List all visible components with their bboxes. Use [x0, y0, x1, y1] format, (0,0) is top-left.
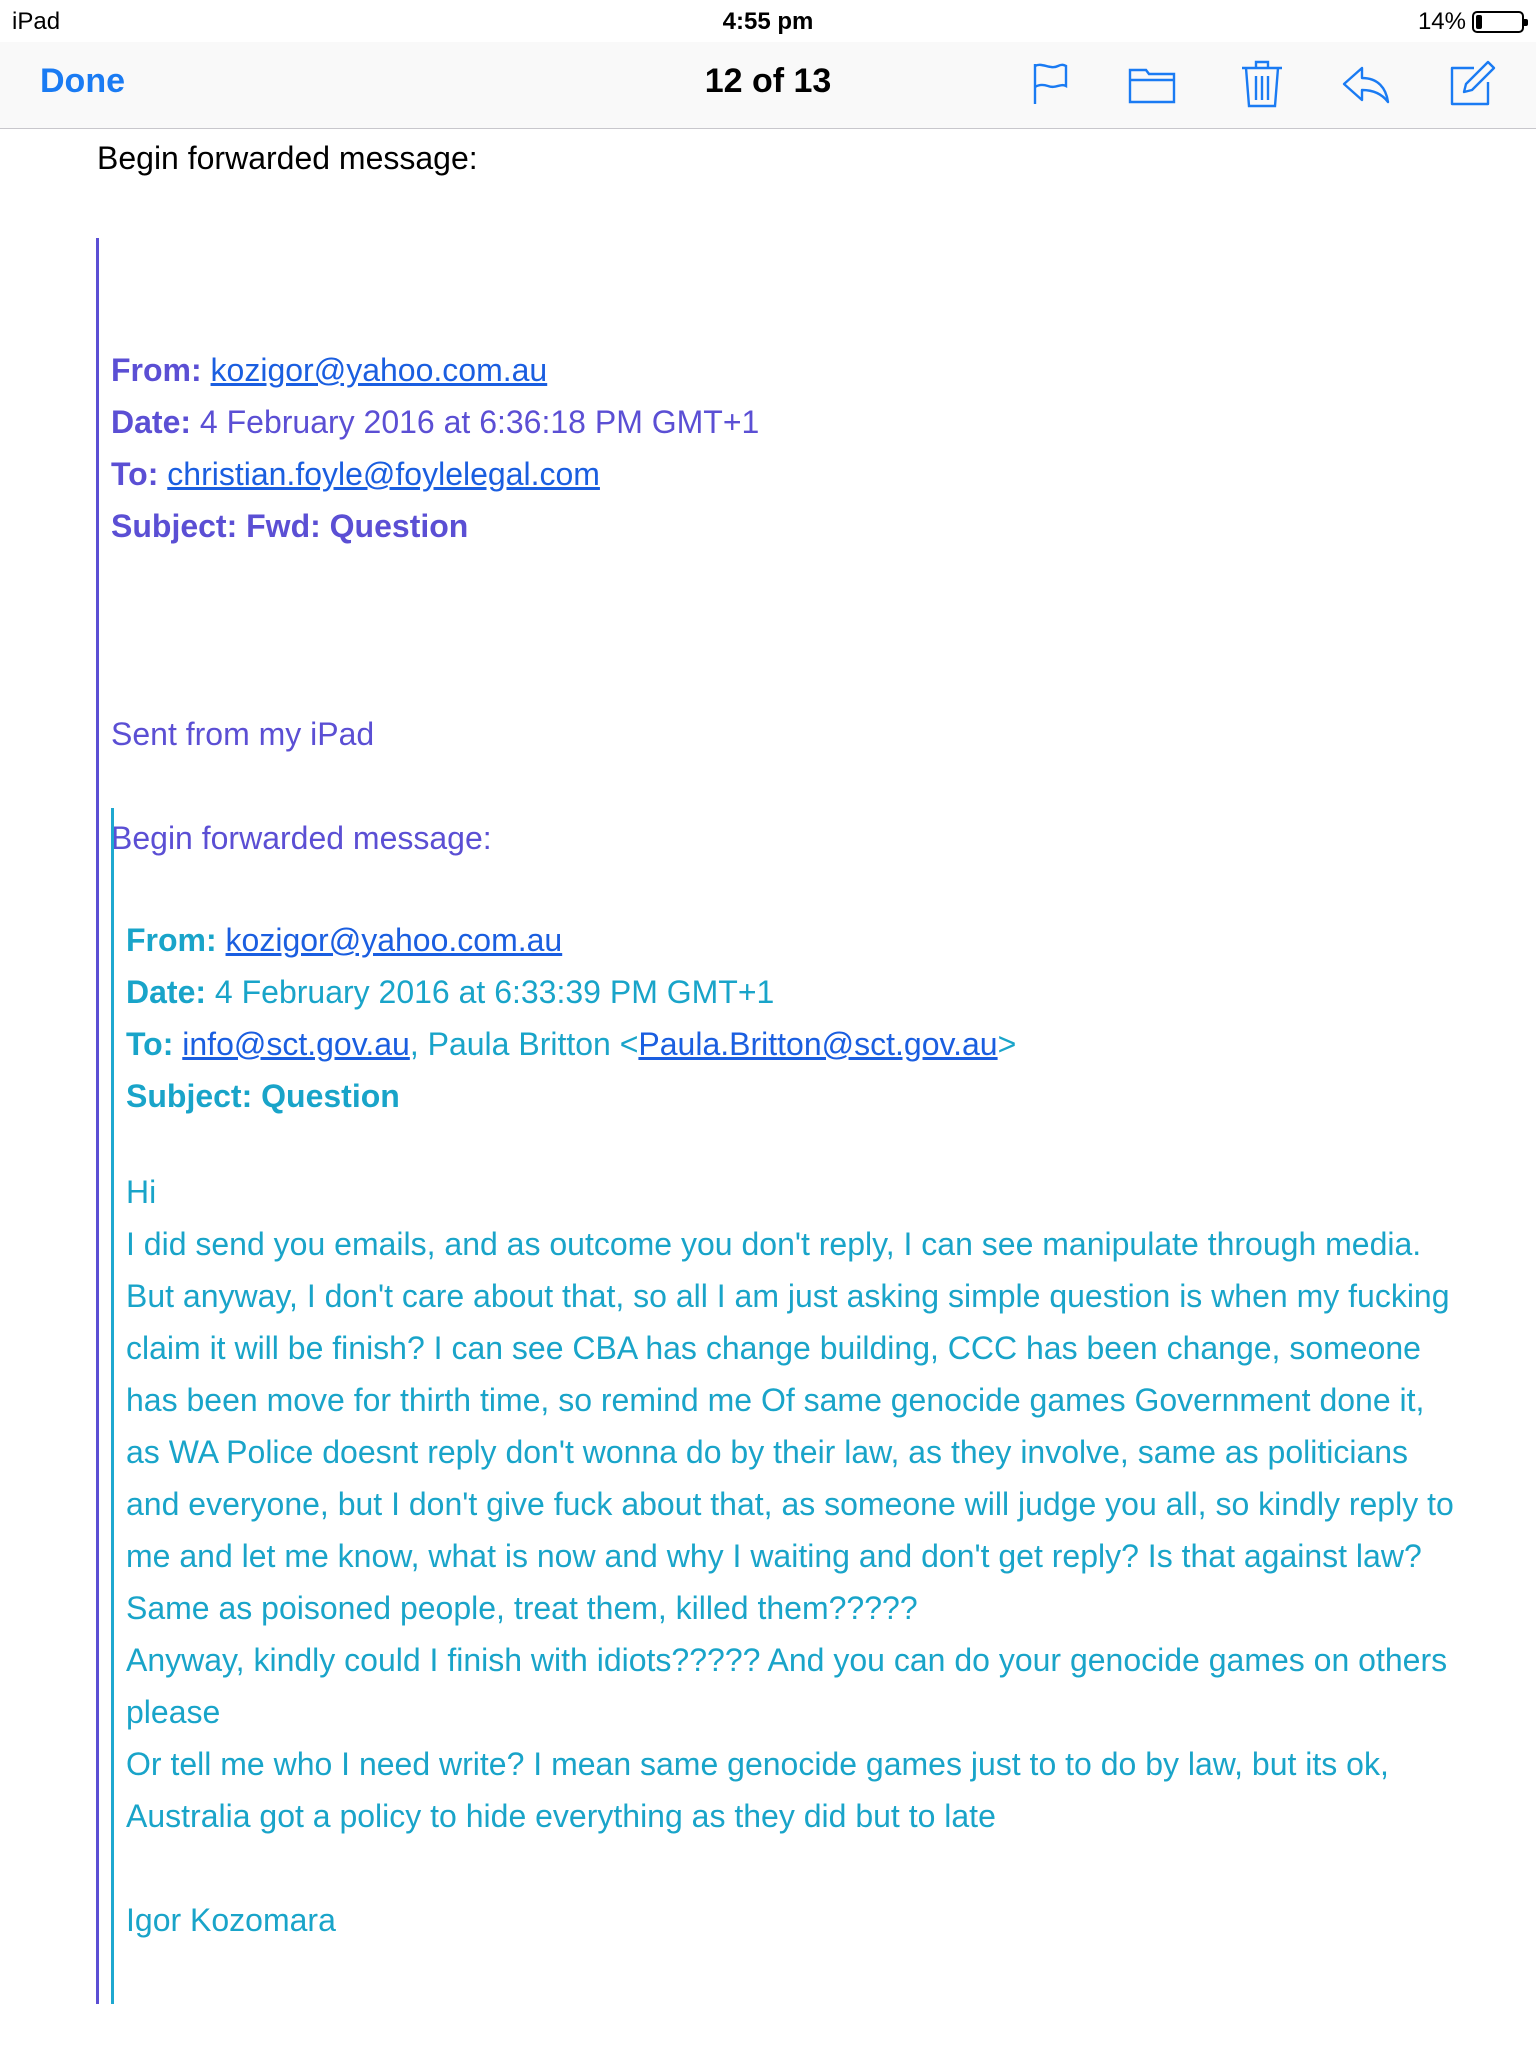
folder-icon[interactable]: [1124, 56, 1180, 112]
signature-name: Igor Kozomara: [126, 1902, 336, 1938]
to-label: To:: [111, 456, 159, 492]
date-label: Date:: [126, 974, 207, 1010]
to-label: To:: [126, 1026, 174, 1062]
date-label: Date:: [111, 404, 192, 440]
trash-icon[interactable]: [1234, 56, 1290, 112]
device-name: iPad: [12, 8, 61, 35]
subject-line: [126, 1078, 400, 1115]
subject-line: [111, 508, 468, 545]
date-value: 4 February 2016 at 6:33:39 PM GMT+1: [214, 974, 775, 1010]
to-email-link[interactable]: info@sct.gov.au: [182, 1026, 410, 1062]
status-bar: [0, 0, 1536, 42]
quoted-message-level-2: [111, 808, 1474, 2004]
to-line: [111, 456, 600, 493]
from-line: [111, 352, 547, 389]
to-line: [126, 1026, 1016, 1063]
mail-toolbar: [0, 42, 1536, 129]
clock: 4:55 pm: [722, 8, 814, 35]
message-counter: 12 of 13: [704, 62, 832, 100]
reply-icon[interactable]: [1338, 56, 1394, 112]
to-recipient-name: , Paula Britton <: [409, 1026, 639, 1062]
body-line: [126, 1842, 1456, 1894]
from-email-link[interactable]: kozigor@yahoo.com.au: [225, 922, 563, 958]
to-close-bracket: >: [997, 1026, 1017, 1062]
subject-text: Subject: Question: [126, 1078, 400, 1114]
date-value: 4 February 2016 at 6:36:18 PM GMT+1: [199, 404, 760, 440]
signature-sent-from: Sent from my iPad: [111, 716, 375, 752]
flag-icon[interactable]: [1022, 56, 1078, 112]
battery-percent: 14%: [1417, 8, 1466, 35]
done-button[interactable]: Done: [40, 62, 125, 100]
nested-forward-intro: Begin forwarded message:: [111, 820, 492, 856]
from-email-link[interactable]: kozigor@yahoo.com.au: [210, 352, 548, 388]
quoted-message-level-1: [96, 238, 1479, 2004]
date-line: [126, 974, 774, 1011]
date-line: [111, 404, 759, 441]
from-label: From:: [111, 352, 202, 388]
battery-icon: [1472, 11, 1524, 33]
compose-icon[interactable]: [1444, 56, 1500, 112]
battery-indicator: [1418, 8, 1524, 36]
to-email-link-2[interactable]: Paula.Britton@sct.gov.au: [638, 1026, 998, 1062]
from-label: From:: [126, 922, 217, 958]
from-line: [126, 922, 562, 959]
body-line: Or tell me who I need write? I mean same genocide games just to to do by law, but its ok, Australia got a policy to hide everything as they did but to late: [126, 1746, 1389, 1834]
body-line: Hi: [126, 1174, 157, 1210]
to-email-link[interactable]: christian.foyle@foylelegal.com: [167, 456, 600, 492]
body-line: But anyway, I don't care about that, so all I am just asking simple question is when my fucking claim it will be finish? I can see CBA has change building, CCC has been change, someone has been move for thirth time, so remind me Of same genocide games Government done it, as WA Police doesnt reply don't wonna do by their law, as they involve, same as politicians and everyone, but I don't give fuck about that, as someone will judge you all, so kindly reply to me and let me know, what is now and why I waiting and don't get reply? Is that against law? Same as poisoned people, treat them, killed them?????: [126, 1278, 1454, 1626]
forward-intro: Begin forwarded message:: [97, 140, 478, 176]
body-line: Anyway, kindly could I finish with idiots????? And you can do your genocide games on others please: [126, 1642, 1448, 1730]
body-line: I did send you emails, and as outcome you don't reply, I can see manipulate through media.: [126, 1226, 1422, 1262]
email-body-text: [126, 1114, 1456, 1946]
subject-text: Subject: Fwd: Question: [111, 508, 469, 544]
